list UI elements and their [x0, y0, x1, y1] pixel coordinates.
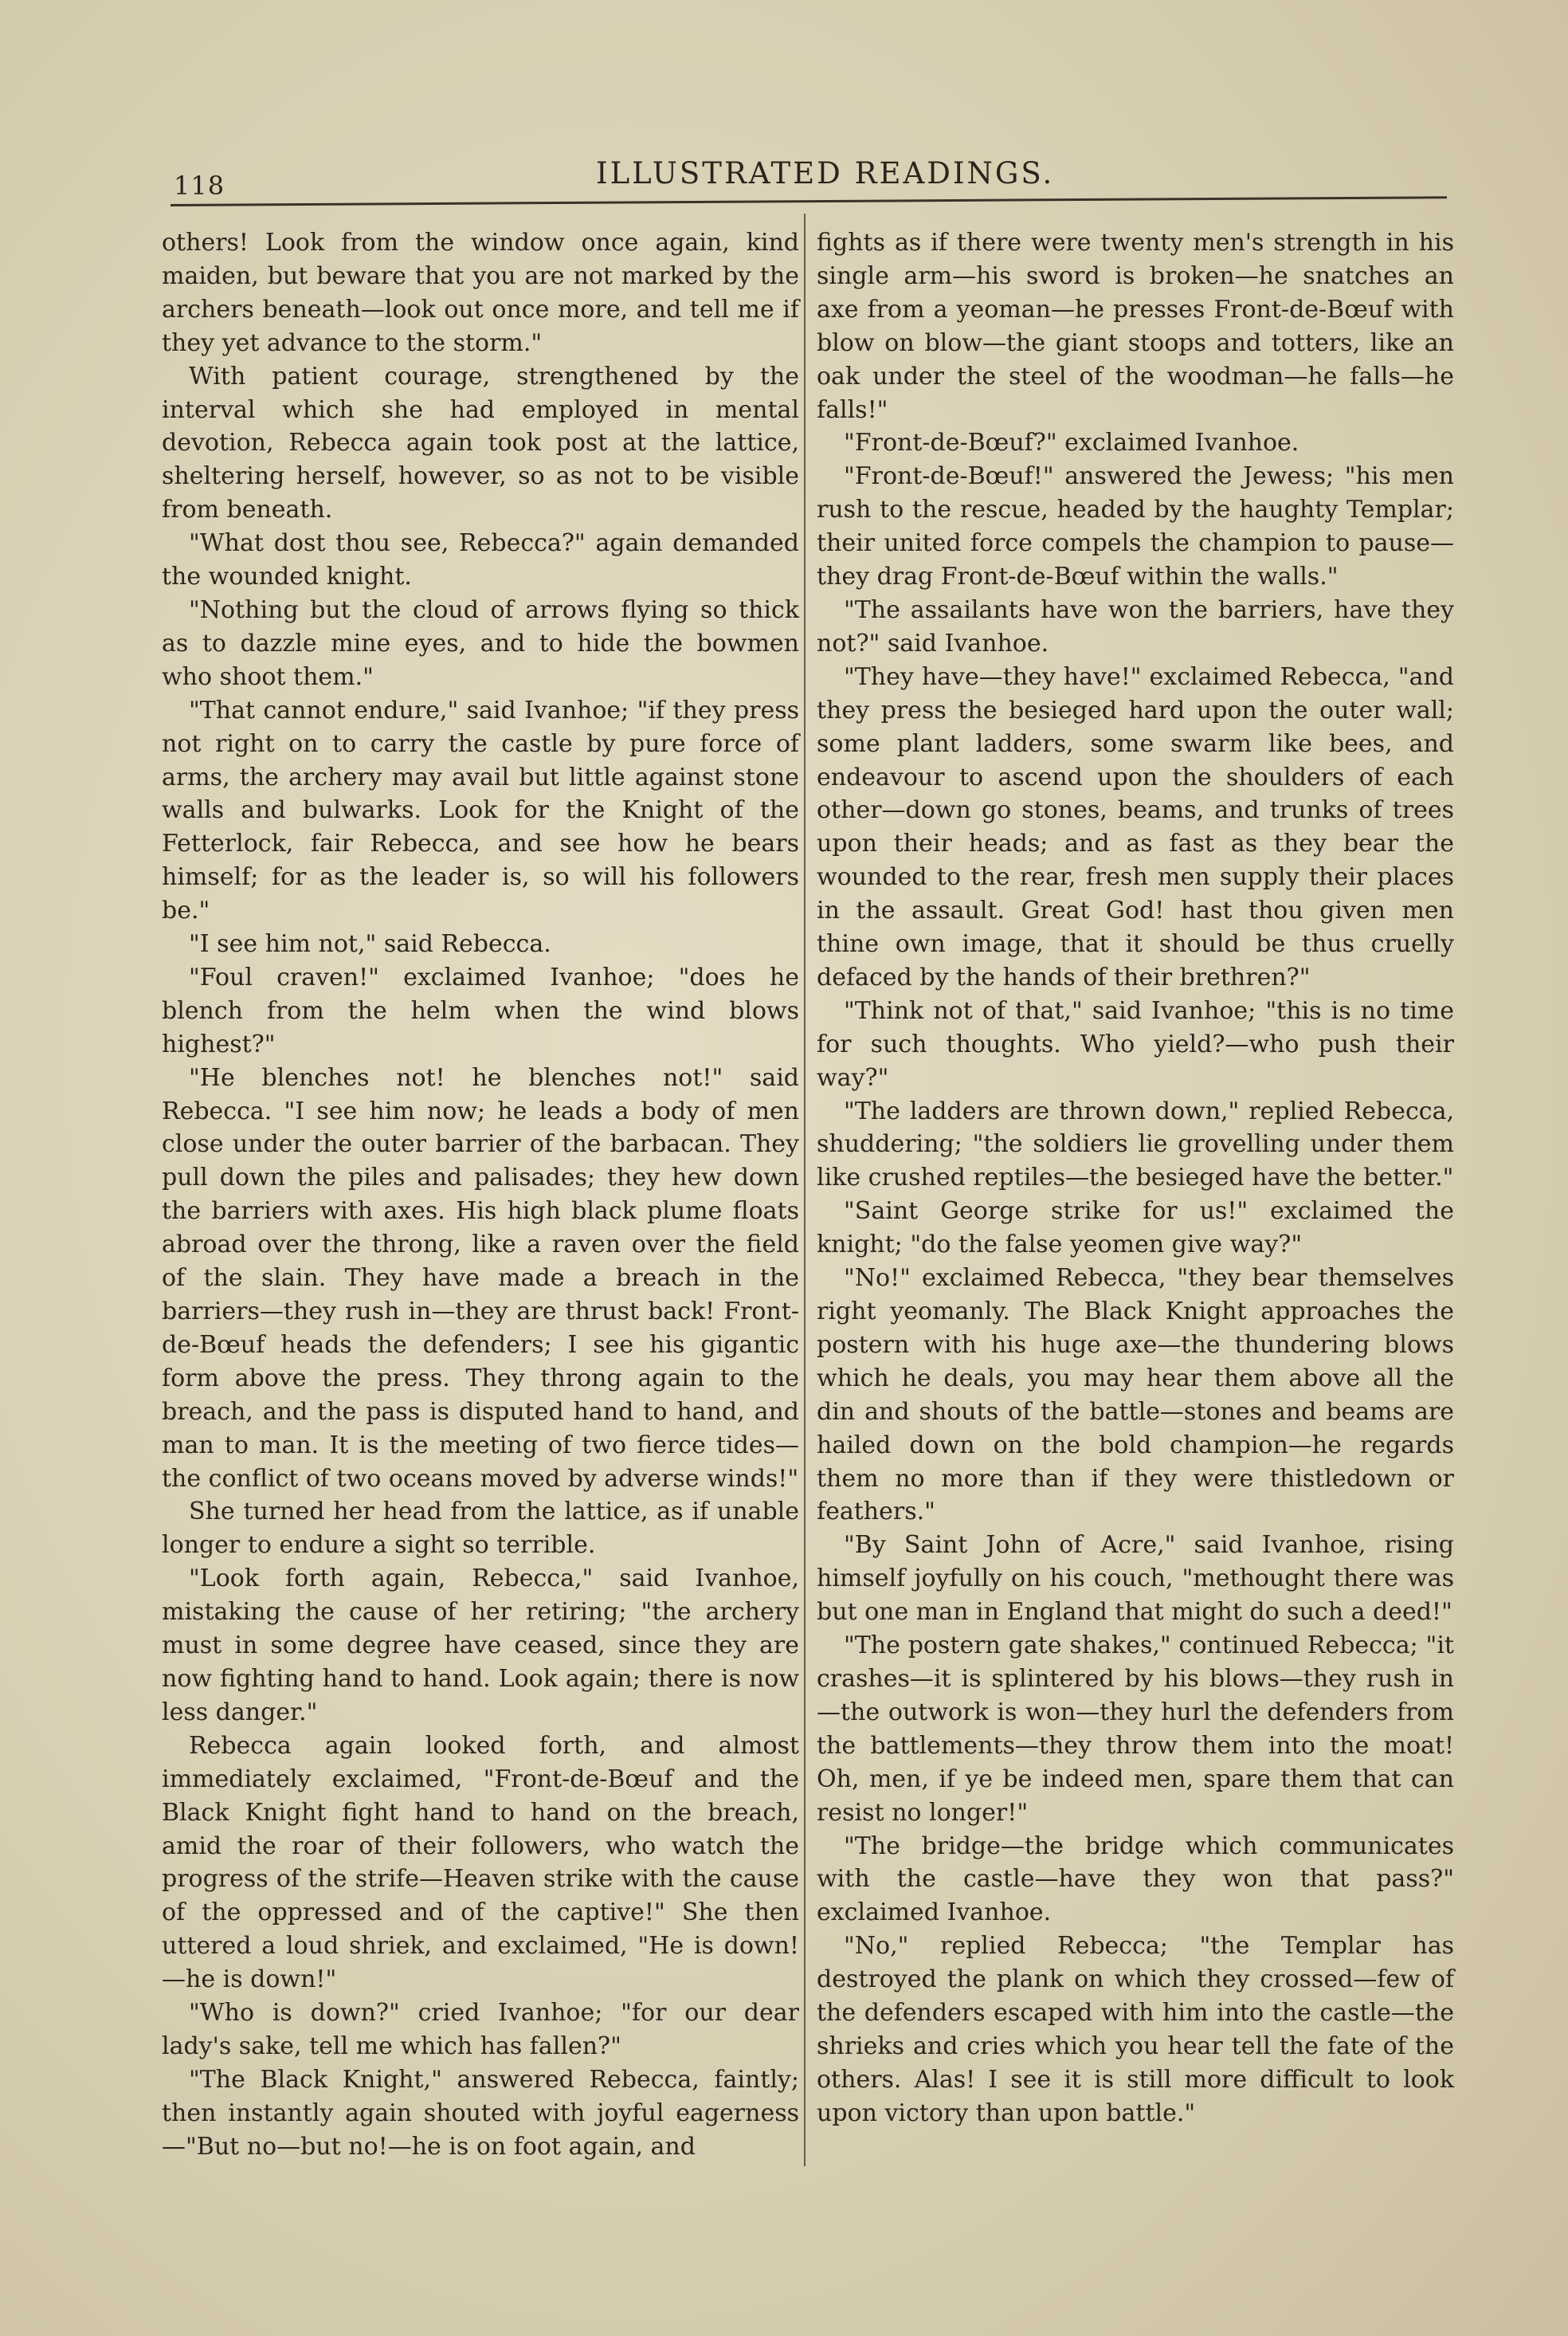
page-header — [0, 0, 1568, 207]
running-title: ILLUSTRATED READINGS. — [596, 156, 1055, 190]
paragraph: "Foul craven!" exclaimed Ivanhoe; "does he blench from the helm when the wind blows highest?" — [162, 963, 799, 1058]
paragraph: Rebecca again looked forth, and almost immediately exclaimed, "Front-de-Bœuf and the Black Knight fight hand to hand on the breach, amid the roar of their followers, who watch the progress of the strife—Heaven strike with the cause of the oppressed and of the captive!" She then uttered a loud shriek, and exclaimed, "He is down!—he is down!" — [162, 1731, 799, 1994]
paragraph: "That cannot endure," said Ivanhoe; "if they press not right on to carry the castle by pure force of arms, the archery may avail but little against stone walls and bulwarks. Look for the Knight of the Fetterlock, fair Rebecca, and see how he bears himself; for as the leader is, so will his followers be." — [162, 696, 799, 925]
column-divider — [804, 214, 806, 2166]
paragraph: "No!" exclaimed Rebecca, "they bear themselves right yeomanly. The Black Knight approaches the postern with his huge axe—the thundering blows which he deals, you may hear them above all the din and shouts of the battle—stones and beams are hailed down on the bold champion—he regards them no more than if they were thistledown or feathers." — [817, 1264, 1454, 1526]
paragraph: "Who is down?" cried Ivanhoe; "for our dear lady's sake, tell me which has fallen?" — [162, 1999, 799, 2060]
paragraph: "Front-de-Bœuf!" answered the Jewess; "his men rush to the rescue, headed by the haughty Templar; their united force compels the champion to pause—they drag Front-de-Bœuf within the walls." — [817, 462, 1454, 591]
left-column — [162, 226, 799, 2164]
paragraph: She turned her head from the lattice, as if unable longer to endure a sight so terrible. — [162, 1498, 799, 1560]
paragraph: "No," replied Rebecca; "the Templar has destroyed the plank on which they crossed—few of the defenders escaped with him into the castle—the shrieks and cries which you hear tell the fate of the others. Alas! I see it is still more difficult to look upon victory than upon battle." — [817, 1932, 1454, 2127]
paragraph: "Look forth again, Rebecca," said Ivanhoe, mistaking the cause of her retiring; "the archery must in some degree have ceased, since they are now fighting hand to hand. Look again; there is now less danger." — [162, 1565, 799, 1726]
paragraph: "I see him not," said Rebecca. — [189, 930, 551, 959]
paragraph: "The assailants have won the barriers, have they not?" said Ivanhoe. — [817, 595, 1454, 658]
paragraph: "By Saint John of Acre," said Ivanhoe, rising himself joyfully on his couch, "methought there was but one man in England that might do such a deed!" — [817, 1531, 1454, 1627]
paragraph: "The bridge—the bridge which communicates with the castle—have they won that pass?" exclaimed Ivanhoe. — [817, 1832, 1454, 1927]
paragraph: "The postern gate shakes," continued Rebecca; "it crashes—it is splintered by his blows—they rush in—the outwork is won—they hurl the defenders from the battlements—they throw them into the moat! Oh, men, if ye be indeed men, spare them that can resist no longer!" — [817, 1631, 1454, 1827]
header-rule — [171, 196, 1447, 206]
paragraph: With patient courage, strengthened by the interval which she had employed in mental devotion, Rebecca again took post at the lattice, sheltering herself, however, so as not to be visible from beneath. — [162, 362, 799, 524]
page-number: 118 — [174, 171, 225, 201]
paragraph: "The ladders are thrown down," replied Rebecca, shuddering; "the soldiers lie grovelling under them like crushed reptiles—the besieged have the better." — [817, 1097, 1454, 1192]
paragraph: "Saint George strike for us!" exclaimed the knight; "do the false yeomen give way?" — [817, 1197, 1454, 1259]
paragraph: others! Look from the window once again, kind maiden, but beware that you are not marked by the archers beneath—look out once more, and tell me if they yet advance to the storm." — [162, 229, 799, 357]
paragraph: "Nothing but the cloud of arrows flying so thick as to dazzle mine eyes, and to hide the bowmen who shoot them." — [162, 595, 799, 691]
paragraph: fights as if there were twenty men's strength in his single arm—his sword is broken—he snatches an axe from a yeoman—he presses Front-de-Bœuf with blow on blow—the giant stoops and totters, like an oak under the steel of the woodman—he falls—he falls!" — [817, 229, 1454, 424]
paragraph: "He blenches not! he blenches not!" said Rebecca. "I see him now; he leads a body of men close under the outer barrier of the barbacan. They pull down the piles and palisades; they hew down the barriers with axes. His high black plume floats abroad over the throng, like a raven over the field of the slain. They have made a breach in the barriers—they rush in—they are thrust back! Front-de-Bœuf heads the defenders; I see his gigantic form above the press. They throng again to the breach, and the pass is disputed hand to hand, and man to man. It is the meeting of two fierce tides—the conflict of two oceans moved by adverse winds!" — [162, 1063, 799, 1493]
paragraph: "Think not of that," said Ivanhoe; "this is no time for such thoughts. Who yield?—who push their way?" — [817, 996, 1454, 1092]
paragraph: "The Black Knight," answered Rebecca, faintly; then instantly again shouted with joyful eagerness—"But no—but no!—he is on foot again, and — [162, 2065, 799, 2161]
paragraph: "Front-de-Bœuf?" exclaimed Ivanhoe. — [844, 429, 1299, 457]
right-column — [817, 226, 1454, 2130]
paragraph: "They have—they have!" exclaimed Rebecca, "and they press the besieged hard upon the outer wall; some plant ladders, some swarm like bees, and endeavour to ascend upon the shoulders of each other—down go stones, beams, and trunks of trees upon their heads; and as fast as they bear the wounded to the rear, fresh men supply their places in the assault. Great God! hast thou given men thine own image, that it should be thus cruelly defaced by the hands of their brethren?" — [817, 662, 1454, 991]
paragraph: "What dost thou see, Rebecca?" again demanded the wounded knight. — [162, 529, 799, 591]
